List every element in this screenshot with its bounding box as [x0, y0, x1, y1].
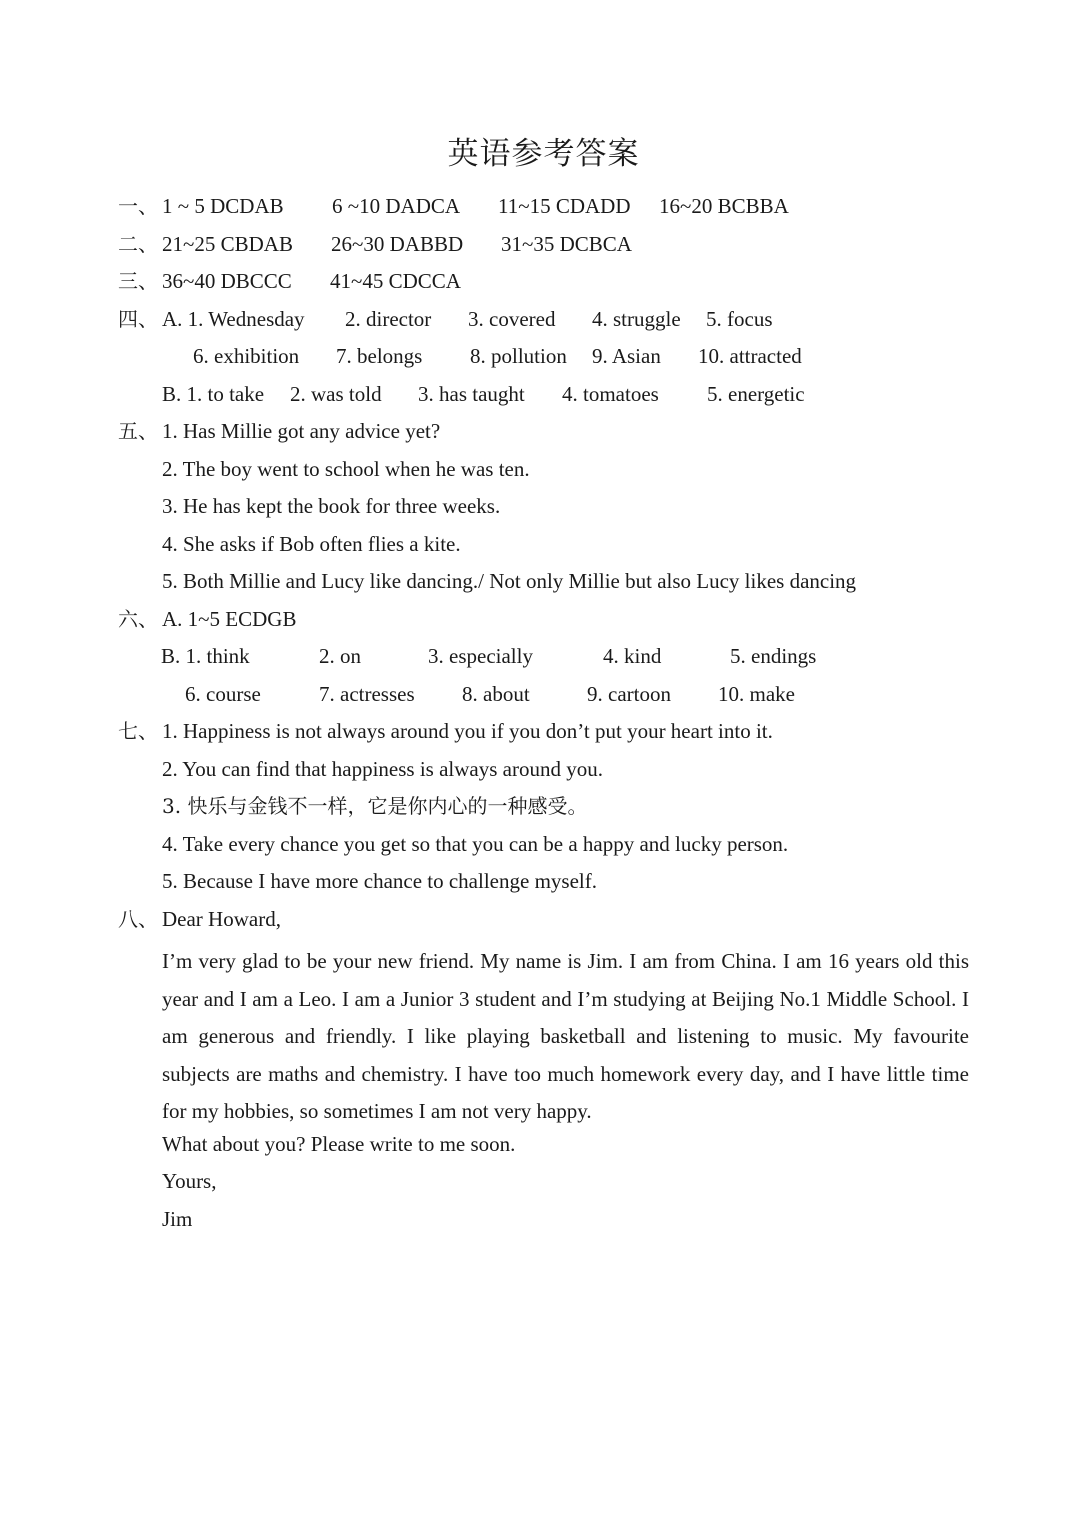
answer-item: 4. kind: [603, 644, 662, 668]
answer-line: 5. Because I have more chance to challenge myself.: [162, 869, 597, 893]
answer-group: 11~15 CDADD: [498, 194, 631, 218]
page-title: 英语参考答案: [447, 136, 640, 172]
answer-item: 6. course: [185, 682, 261, 706]
answer-line: 1. Has Millie got any advice yet?: [162, 419, 441, 443]
answer-group: 41~45 CDCCA: [330, 269, 461, 293]
answer-item: 8. pollution: [470, 344, 567, 368]
answer-item: 9. cartoon: [587, 682, 671, 706]
answer-item: B. 1. to take: [162, 382, 265, 406]
answer-item: 5. endings: [730, 644, 817, 668]
answer-item: 2. on: [319, 644, 361, 668]
answer-item: 5. focus: [706, 307, 773, 331]
answer-group: 16~20 BCBBA: [659, 194, 789, 218]
answer-item: A. 1. Wednesday: [162, 307, 305, 331]
letter-closing-question: What about you? Please write to me soon.: [162, 1132, 516, 1156]
section-number: 五、: [118, 419, 158, 443]
answer-line: 1. Happiness is not always around you if you don’t put your heart into it.: [162, 719, 773, 743]
answer-group: A. 1~5 ECDGB: [162, 607, 297, 631]
answer-item: 6. exhibition: [193, 344, 300, 368]
answer-item: B. 1. think: [161, 644, 250, 668]
answer-item: 7. actresses: [319, 682, 415, 706]
answer-group: 6 ~10 DADCA: [332, 194, 461, 218]
answer-line: 2. You can find that happiness is always around you.: [162, 757, 603, 781]
answer-line: 4. She asks if Bob often flies a kite.: [162, 532, 461, 556]
answer-group: 26~30 DABBD: [331, 232, 464, 256]
answer-group: 31~35 DCBCA: [501, 232, 632, 256]
answer-item: 2. director: [345, 307, 432, 331]
section-number: 八、: [118, 907, 158, 931]
section-number: 四、: [118, 307, 158, 331]
answer-group: 36~40 DBCCC: [162, 269, 292, 293]
answer-line: 4. Take every chance you get so that you can be a happy and lucky person.: [162, 832, 789, 856]
answer-item: 9. Asian: [592, 344, 661, 368]
answer-item: 4. tomatoes: [562, 382, 659, 406]
answer-item: 2. was told: [290, 382, 382, 406]
answer-item: 10. make: [718, 682, 795, 706]
answer-item: 3. covered: [468, 307, 556, 331]
section-number: 六、: [118, 607, 158, 631]
answer-item: 7. belongs: [336, 344, 423, 368]
answer-item: 10. attracted: [698, 344, 802, 368]
section-number: 一、: [118, 194, 158, 218]
answer-item: 8. about: [462, 682, 530, 706]
answer-line-chinese: 3. 快乐与金钱不一样，它是你内心的一种感受。: [162, 794, 588, 818]
answer-group: 21~25 CBDAB: [162, 232, 293, 256]
letter-signature: Jim: [162, 1207, 193, 1231]
answer-line: 3. He has kept the book for three weeks.: [162, 494, 501, 518]
letter-sign-off: Yours,: [162, 1169, 217, 1193]
answer-group: 1 ~ 5 DCDAB: [162, 194, 284, 218]
letter-body: I’m very glad to be your new friend. My name is Jim. I am from China. I am 16 years old this year and I am a Leo. I am a Junior 3 student and I’m studying at Beijing No.1 Middle School. I am generous and friendly. I like playing basketball and listening to music. My favourite subjects are maths and chemistry. I have too much homework every day, and I have little time for my hobbies, so sometimes I am not very happy.: [162, 949, 969, 1124]
answer-item: 3. has taught: [418, 382, 525, 406]
letter-greeting: Dear Howard,: [162, 907, 281, 931]
section-number: 七、: [118, 719, 158, 743]
answer-item: 4. struggle: [592, 307, 681, 331]
answer-item: 3. especially: [428, 644, 533, 668]
answer-item: 5. energetic: [707, 382, 805, 406]
answer-line: 2. The boy went to school when he was ten.: [162, 457, 530, 481]
answer-line: 5. Both Millie and Lucy like dancing./ Not only Millie but also Lucy likes dancing: [162, 569, 857, 593]
section-number: 二、: [118, 232, 158, 256]
section-number: 三、: [118, 269, 158, 293]
